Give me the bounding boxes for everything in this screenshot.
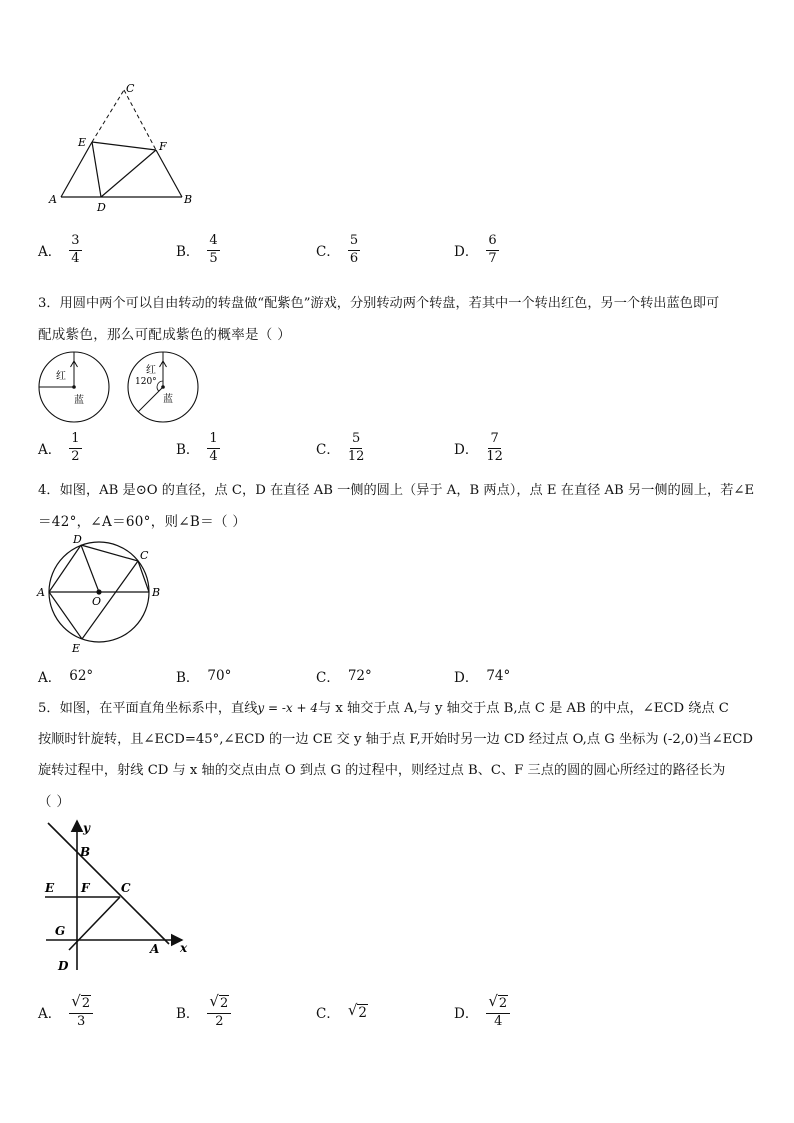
- option-label: A．: [38, 442, 62, 459]
- segment-ed: [92, 142, 101, 197]
- segment-ef: [92, 142, 156, 150]
- numerator: 7: [488, 432, 500, 449]
- option-value: 70°: [207, 668, 232, 684]
- numerator: 4: [207, 234, 219, 251]
- denominator: 3: [77, 1013, 86, 1029]
- label-g: G: [55, 924, 66, 938]
- spinners-figure: [36, 350, 206, 428]
- triangle-figure: [40, 80, 200, 215]
- circle-figure: [34, 532, 170, 658]
- option-label: A．: [38, 670, 62, 686]
- fraction: [207, 234, 219, 267]
- q4-option-a[interactable]: [38, 666, 93, 686]
- label-e: E: [45, 881, 55, 895]
- option-value: 74°: [486, 668, 511, 684]
- segment-fb: [156, 150, 182, 197]
- q2-option-c[interactable]: [316, 234, 360, 267]
- label-c: C: [121, 881, 131, 895]
- label-x: x: [180, 941, 188, 955]
- denominator: 6: [349, 250, 359, 266]
- q4-text-line1: 4．如图，AB 是⊙O 的直径，点 C，D 在直径 AB 一侧的圆上（异于 A，B 两点），点 E 在直径 AB 另一侧的圆上，若∠E: [38, 483, 755, 498]
- spinner-2-red-label: 红: [146, 365, 156, 376]
- numerator: 6: [486, 234, 498, 251]
- line-ab: [48, 823, 169, 944]
- radicand: 2: [81, 996, 91, 1011]
- arrow-icon: [71, 361, 78, 387]
- q5-option-b[interactable]: [176, 994, 231, 1030]
- q5-text-line2: 按顺时针旋转，且∠ECD=45°,∠ECD 的一边 CE 交 y 轴于点 F,开始时另一边 CD 经过点 O,点 G 坐标为 (-2,0)当∠ECD: [38, 732, 753, 747]
- spinner-1-red-label: 红: [56, 371, 66, 382]
- label-a: A: [150, 942, 160, 956]
- q5-text-line4: （ ）: [38, 794, 71, 810]
- radicand: 2: [358, 1004, 367, 1021]
- coordinate-figure: [38, 815, 198, 975]
- denominator: 4: [494, 1013, 503, 1029]
- denominator: 5: [209, 250, 218, 266]
- option-label: B．: [176, 670, 200, 686]
- option-label: B．: [176, 244, 200, 261]
- numerator: 3: [69, 234, 81, 251]
- segment-ae: [61, 142, 92, 197]
- option-label: A．: [38, 244, 62, 261]
- fraction: [69, 994, 93, 1030]
- spinner-2: [128, 352, 198, 422]
- q5-text-part2: 与 x 轴交于点 A,与 y 轴交于点 B,点 C 是 AB 的中点，∠ECD 绕点 C: [318, 701, 729, 716]
- label-y: y: [83, 821, 90, 835]
- q4-option-b[interactable]: [176, 666, 231, 686]
- denominator: 2: [215, 1013, 224, 1029]
- denominator: 2: [71, 448, 80, 464]
- segment-df: [101, 150, 156, 197]
- label-b: B: [184, 193, 193, 206]
- option-label: B．: [176, 442, 200, 459]
- option-label: D．: [454, 244, 479, 261]
- q2-option-b[interactable]: [176, 234, 220, 267]
- fraction: [348, 234, 360, 267]
- q5-text-part1: 5．如图，在平面直角坐标系中，直线: [38, 701, 258, 716]
- denominator: 7: [488, 250, 497, 266]
- numerator: [69, 994, 93, 1014]
- option-label: C．: [316, 1006, 340, 1022]
- option-label: C．: [316, 244, 340, 261]
- denominator: 4: [209, 448, 218, 464]
- option-label: D．: [454, 670, 479, 686]
- sqrt: √ 2: [347, 1000, 367, 1021]
- sqrt: √ 2: [488, 992, 508, 1011]
- q3-text-line1: 3．用圆中两个可以自由转动的转盘做“配紫色”游戏，分别转动两个转盘，若其中一个转出红色，另一个转出蓝色即可: [38, 296, 720, 311]
- fraction: [69, 234, 81, 267]
- q5-text-line1: [38, 697, 729, 716]
- numerator: [486, 994, 510, 1014]
- sqrt: √ 2: [71, 992, 91, 1011]
- option-label: D．: [454, 442, 479, 459]
- label-d: D: [58, 959, 69, 973]
- label-a: A: [49, 193, 57, 206]
- radicand: 2: [219, 996, 229, 1011]
- q4-option-c[interactable]: [316, 666, 372, 686]
- option-value: 72°: [347, 668, 372, 684]
- option-value: 62°: [69, 668, 94, 684]
- q5-option-c[interactable]: [316, 1002, 368, 1022]
- arrow-icon: [160, 361, 167, 387]
- spinner-1: [39, 352, 109, 422]
- fraction: [486, 432, 503, 465]
- numerator: 1: [207, 432, 219, 449]
- option-label: A．: [38, 1005, 62, 1022]
- denominator: 4: [71, 250, 80, 266]
- q4-text-line2: ＝42°，∠A＝60°，则∠B＝（ ）: [38, 514, 247, 530]
- option-label: D．: [454, 1005, 479, 1022]
- q5-text-line3: 旋转过程中，射线 CD 与 x 轴的交点由点 O 到点 G 的过程中，则经过点 B、C、F 三点的圆的圆心所经过的路径长为: [38, 763, 726, 778]
- denominator: 12: [486, 448, 503, 464]
- numerator: 5: [350, 432, 362, 449]
- label-c: C: [140, 549, 149, 562]
- label-b: B: [80, 845, 91, 859]
- q3-option-b[interactable]: [176, 432, 220, 465]
- label-f: F: [159, 140, 167, 153]
- fraction: [486, 994, 510, 1030]
- q2-option-a[interactable]: [38, 234, 82, 267]
- center-point: [96, 589, 101, 594]
- segment-cf-dashed: [124, 90, 156, 150]
- label-d: D: [97, 201, 106, 214]
- q3-option-d[interactable]: [454, 432, 503, 465]
- label-e: E: [78, 136, 87, 149]
- q3-option-a[interactable]: [38, 432, 82, 465]
- option-label: B．: [176, 1005, 200, 1022]
- radicand: 2: [498, 996, 508, 1011]
- q5-option-d[interactable]: [454, 994, 510, 1030]
- fraction: [348, 432, 365, 465]
- spinner-1-blue-label: 蓝: [74, 395, 84, 406]
- option-label: C．: [316, 442, 340, 459]
- q5-option-a[interactable]: [38, 994, 93, 1030]
- label-d: D: [73, 533, 82, 546]
- spinner-2-angle-label: 120°: [135, 377, 157, 387]
- q4-option-d[interactable]: [454, 666, 510, 686]
- label-a: A: [37, 586, 45, 599]
- q5-equation: y = -x + 4: [257, 701, 318, 715]
- label-c: C: [126, 82, 135, 95]
- fraction: [207, 994, 231, 1030]
- fraction: [207, 432, 219, 465]
- label-b: B: [152, 586, 161, 599]
- segment-ec-dashed: [92, 90, 124, 142]
- q3-option-c[interactable]: [316, 432, 364, 465]
- q3-text-line2: 配成紫色，那么可配成紫色的概率是（ ）: [38, 327, 291, 343]
- label-o: O: [92, 595, 102, 608]
- label-f: F: [81, 881, 90, 895]
- spinner-2-blue-label: 蓝: [163, 394, 173, 405]
- numerator: [207, 994, 231, 1014]
- label-e: E: [72, 642, 81, 655]
- fraction: [69, 432, 81, 465]
- sqrt: √ 2: [209, 992, 229, 1011]
- fraction: [486, 234, 498, 267]
- option-label: C．: [316, 670, 340, 686]
- q2-option-d[interactable]: [454, 234, 499, 267]
- numerator: 1: [69, 432, 81, 449]
- numerator: 5: [348, 234, 360, 251]
- denominator: 12: [347, 448, 365, 464]
